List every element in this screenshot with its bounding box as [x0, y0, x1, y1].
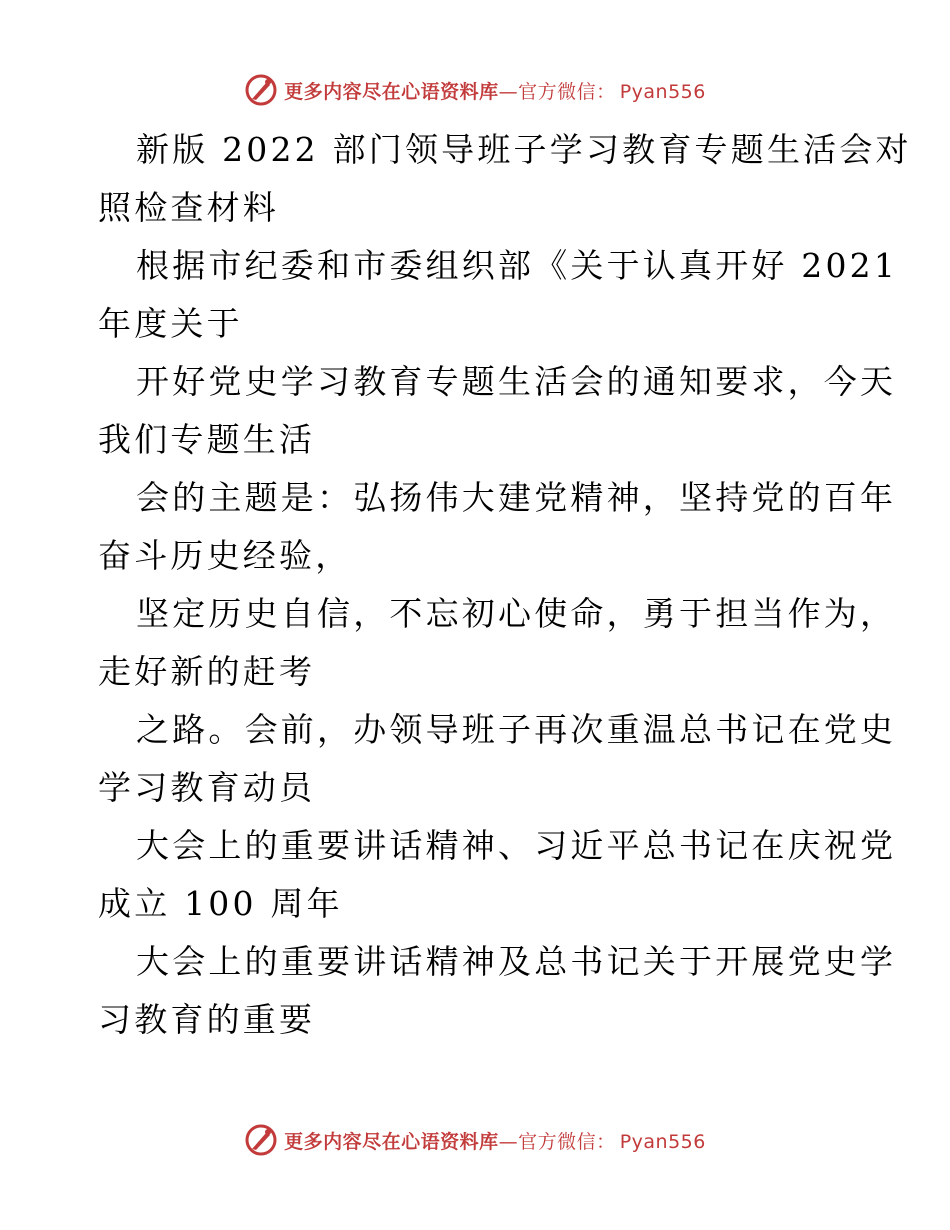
document-title-line-1: 新版 2022 部门领导班子学习教育专题生活会对 [136, 130, 912, 169]
watermark-handle: Pyan556 [619, 80, 706, 103]
document-body [98, 121, 912, 1049]
watermark-dash: — [498, 80, 519, 103]
watermark-official: 官方微信： [518, 1130, 616, 1153]
paragraph-line: 开好党史学习教育专题生活会的通知要求，今天 [136, 362, 897, 401]
watermark-main: 更多内容尽在心语资料库 [284, 1130, 499, 1153]
document-title-line-2: 照检查材料 [98, 188, 279, 227]
watermark-text [284, 1127, 706, 1154]
paragraph-line: 大会上的重要讲话精神及总书记关于开展党史学 [136, 942, 897, 981]
paragraph-line: 大会上的重要讲话精神、习近平总书记在庆祝党 [136, 826, 897, 865]
paragraph-line: 成立 100 周年 [98, 884, 343, 923]
watermark-handle: Pyan556 [619, 1130, 706, 1153]
quill-circle-icon [244, 1123, 278, 1157]
watermark-text [284, 77, 706, 104]
header-watermark [0, 70, 950, 110]
paragraph-line: 奋斗历史经验， [98, 536, 352, 575]
paragraph-line: 坚定历史自信，不忘初心使命，勇于担当作为， [136, 594, 897, 633]
paragraph-line: 习教育的重要 [98, 1000, 316, 1039]
paragraph-line: 学习教育动员 [98, 768, 316, 807]
paragraph-line: 会的主题是：弘扬伟大建党精神，坚持党的百年 [136, 478, 897, 517]
quill-circle-icon [244, 73, 278, 107]
paragraph-line: 走好新的赶考 [98, 652, 316, 691]
watermark-main: 更多内容尽在心语资料库 [284, 80, 499, 103]
watermark-official: 官方微信： [518, 80, 616, 103]
footer-watermark [0, 1120, 950, 1160]
paragraph-line: 年度关于 [98, 304, 243, 343]
paragraph-line: 我们专题生活 [98, 420, 316, 459]
paragraph-line: 根据市纪委和市委组织部《关于认真开好 2021 [136, 246, 899, 285]
paragraph-line: 之路。会前，办领导班子再次重温总书记在党史 [136, 710, 897, 749]
watermark-dash: — [498, 1130, 519, 1153]
